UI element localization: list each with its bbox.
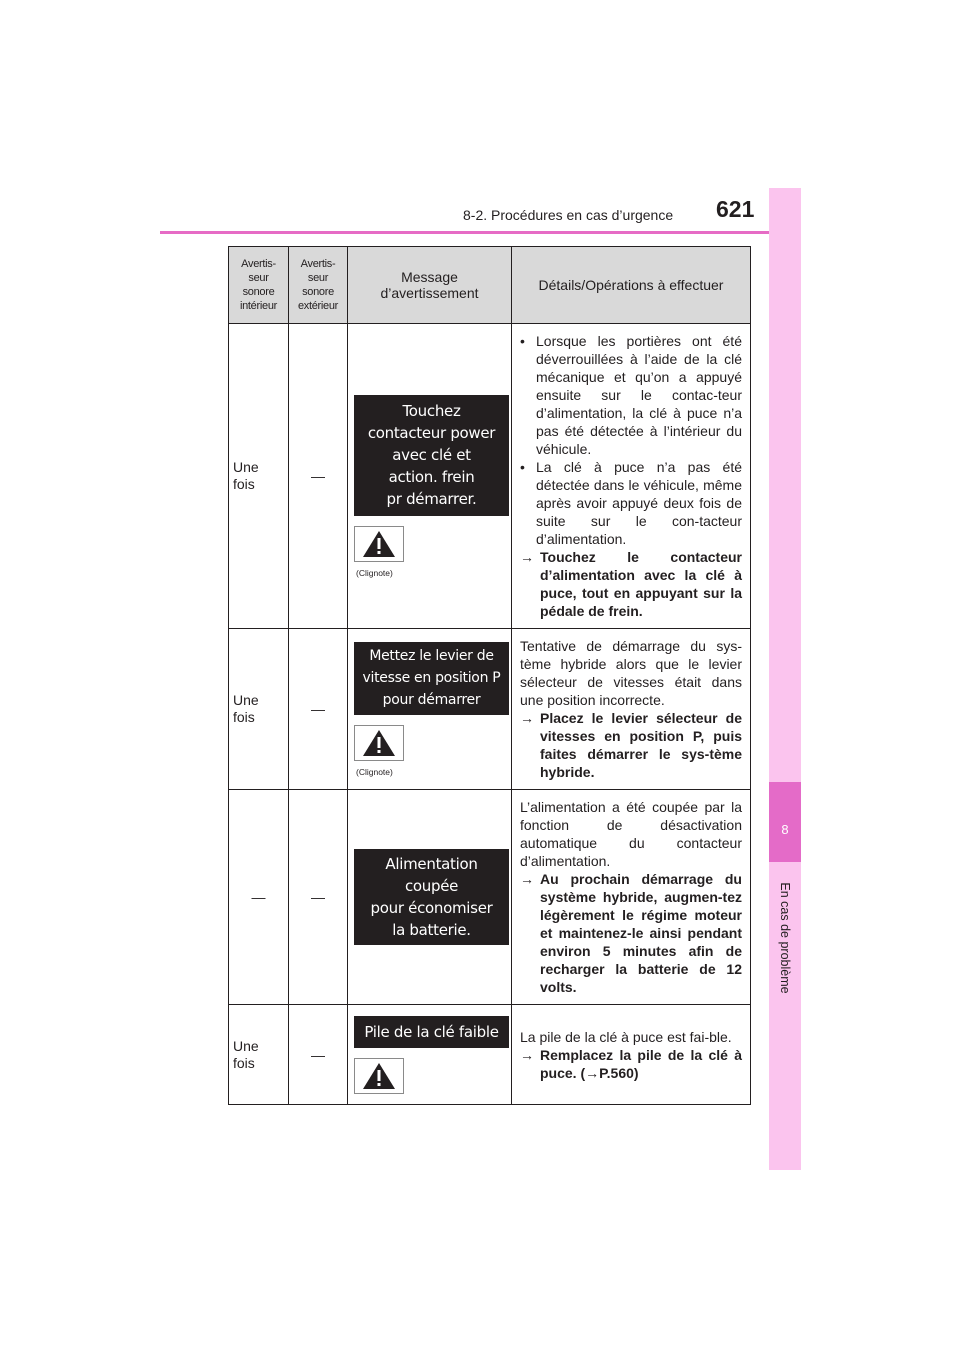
table-row <box>229 1005 751 1105</box>
table-row <box>229 629 751 790</box>
action-instruction: → Placez le levier sélecteur de vitesses en position P, puis faites démarrer le sys-tème hybride. <box>520 710 742 780</box>
side-tab <box>769 188 801 1170</box>
side-tab-label: En cas de problème <box>778 882 792 994</box>
list-item: • La clé à puce n’a pas été détectée dans le véhicule, même après avoir appuyé deux fois de suite sur le con-tacteur d’alimentation. <box>520 459 742 547</box>
table-row <box>229 324 751 629</box>
internal-buzzer-cell: Une fois <box>229 324 289 629</box>
header-message: Message d’avertissement <box>348 247 512 324</box>
header-details: Détails/Opérations à effectuer <box>512 247 751 324</box>
internal-buzzer-cell: Une fois <box>229 629 289 790</box>
display-message: Alimentation coupée pour économiser la batterie. <box>354 849 509 945</box>
details-cell: La pile de la clé à puce est fai-ble. → Remplacez la pile de la clé à puce. (→P.560) <box>512 1005 751 1105</box>
message-cell <box>348 1005 512 1105</box>
action-instruction: → Touchez le contacteur d’alimentation avec la clé à puce, tout en appuyant sur la pédale de frein. <box>520 549 742 619</box>
display-message: Touchez contacteur power avec clé et action. frein pr démarrer. <box>354 395 509 516</box>
message-cell <box>348 629 512 790</box>
side-tab-number: 8 <box>781 822 789 837</box>
section-title: 8-2. Procédures en cas d’urgence <box>463 207 674 223</box>
external-buzzer-cell: — <box>289 324 348 629</box>
external-buzzer-cell: — <box>289 629 348 790</box>
warning-triangle-icon <box>354 1058 404 1094</box>
list-item: • Lorsque les portières ont été déverrouillées à l’aide de la clé mécanique et qu’on a appuyé ensuite sur le contac-teur d’alimentation, la clé à puce n’a pas été détectée à l’intérieur du véhicule. <box>520 333 742 457</box>
table-header-row <box>229 247 751 324</box>
warning-triangle-icon <box>354 526 404 562</box>
external-buzzer-cell: — <box>289 1005 348 1105</box>
page-number: 621 <box>716 196 755 222</box>
details-cell: Tentative de démarrage du sys-tème hybride alors que le levier sélecteur de vitesses était dans une position incorrecte. → Placez le levier sélecteur de vitesses en position P, puis faites démarrer le sys-tème hybride. <box>512 629 751 790</box>
header-rule <box>160 231 800 234</box>
blink-note: (Clignote) <box>356 766 393 777</box>
internal-buzzer-cell: — <box>229 790 289 1005</box>
action-instruction: → Au prochain démarrage du système hybride, augmen-tez légèrement le régime moteur et maintenez-le ainsi pendant environ 5 minutes afin de recharger la batterie de 12 volts. <box>520 871 742 995</box>
blink-note: (Clignote) <box>356 567 393 578</box>
internal-buzzer-cell: Une fois <box>229 1005 289 1105</box>
warning-triangle-icon <box>354 725 404 761</box>
table-row <box>229 790 751 1005</box>
header-internal-buzzer: Avertis- seur sonore intérieur <box>229 247 289 324</box>
message-cell <box>348 324 512 629</box>
warning-messages-table <box>228 246 751 1105</box>
message-cell <box>348 790 512 1005</box>
display-message: Pile de la clé faible <box>354 1016 509 1048</box>
action-instruction: → Remplacez la pile de la clé à puce. (→P.560) <box>520 1046 742 1081</box>
external-buzzer-cell: — <box>289 790 348 1005</box>
details-cell <box>512 324 751 629</box>
details-cell: L’alimentation a été coupée par la fonction de désactivation automatique du contacteur d’alimentation. → Au prochain démarrage du système hybride, augmen-tez légèrement le régime moteur et maintenez-le ainsi pendant environ 5 minutes afin de recharger la batterie de 12 volts. <box>512 790 751 1005</box>
header-external-buzzer: Avertis- seur sonore extérieur <box>289 247 348 324</box>
display-message: Mettez le levier de vitesse en position P pour démarrer <box>354 642 509 715</box>
